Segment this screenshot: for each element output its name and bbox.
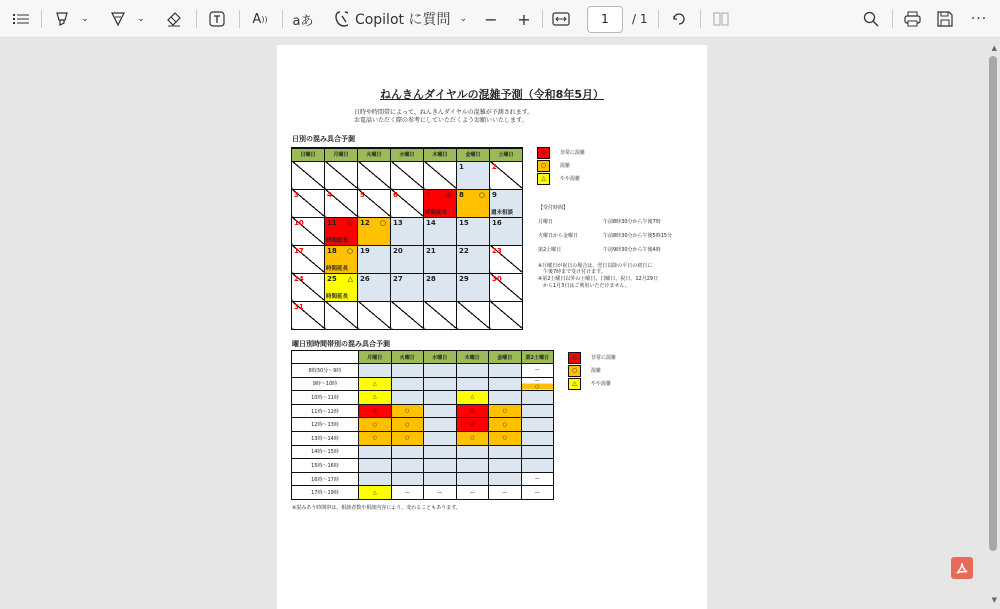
table-cell xyxy=(424,431,457,445)
pdf-toolbar xyxy=(0,0,1000,38)
scroll-down-icon[interactable]: ▼ xyxy=(991,596,997,604)
table-cell: — xyxy=(391,486,424,500)
column-header: 第2土曜日 xyxy=(521,351,554,364)
table-cell xyxy=(456,459,489,473)
row-label: 13時～14時 xyxy=(292,431,359,445)
table-cell xyxy=(391,472,424,486)
row-label: 9時～10時 xyxy=(292,377,359,391)
table-cell: — xyxy=(521,472,554,486)
adobe-pdf-icon[interactable] xyxy=(951,557,973,579)
scroll-up-icon[interactable]: ▲ xyxy=(991,44,997,52)
draw-icon[interactable] xyxy=(106,6,130,32)
chevron-down-icon[interactable]: ⌄ xyxy=(137,14,145,24)
table-cell: ○ xyxy=(391,418,424,432)
table-cell xyxy=(359,445,392,459)
fit-width-icon[interactable] xyxy=(550,6,572,32)
footnote: ※混みあう時間帯は、相談者数や相談内容により、変わることもあります。 xyxy=(292,505,461,511)
table-cell: ○ xyxy=(391,404,424,418)
calendar-cell: 1 xyxy=(457,161,490,189)
table-cell xyxy=(424,445,457,459)
zoom-in-icon[interactable]: + xyxy=(517,9,531,29)
hours-day: 月曜日 xyxy=(538,219,554,225)
row-label: 10時～11時 xyxy=(292,391,359,405)
remark-line: 午後7時まで受け付けます。 xyxy=(538,269,606,275)
table-cell xyxy=(456,377,489,391)
calendar-cell: 20 xyxy=(391,245,424,273)
legend-swatch: ◎ xyxy=(568,352,581,364)
calendar-note: 時間延長 xyxy=(425,209,448,216)
weekday-header: 土曜日 xyxy=(490,148,523,161)
legend-swatch: △ xyxy=(568,378,581,390)
zoom-out-icon[interactable]: − xyxy=(484,9,498,29)
document-title: ねんきんダイヤルの混雑予測（令和8年5月） xyxy=(380,88,604,101)
legend-swatch: ○ xyxy=(537,160,550,172)
calendar-cell: 31 xyxy=(292,301,325,329)
row-label: 14時～15時 xyxy=(292,445,359,459)
table-cell: ○ xyxy=(489,431,522,445)
table-cell xyxy=(521,404,554,418)
weekday-header: 木曜日 xyxy=(424,148,457,161)
calendar-cell: 11 ◎ 時間延長 xyxy=(325,217,358,245)
hours-time: 午前8時30分から午後7時 xyxy=(603,219,661,225)
calendar-cell xyxy=(358,161,391,189)
table-cell: △ xyxy=(359,391,392,405)
legend-label: やや混雑 xyxy=(591,381,612,387)
calendar-cell: 30 xyxy=(490,273,523,301)
remark-line: ※第2土曜日以外の土曜日、日曜日、祝日、12月29日 xyxy=(538,276,659,282)
table-cell: — ○ xyxy=(521,377,554,391)
table-cell xyxy=(521,391,554,405)
legend-hourly xyxy=(568,351,616,390)
table-cell xyxy=(391,391,424,405)
table-cell xyxy=(456,445,489,459)
rotate-icon[interactable] xyxy=(668,6,690,32)
calendar-cell xyxy=(490,301,523,329)
table-cell: ○ xyxy=(489,404,522,418)
table-row xyxy=(292,459,554,473)
weekday-header: 日曜日 xyxy=(292,148,325,161)
table-row xyxy=(292,404,554,418)
weekday-header: 水曜日 xyxy=(391,148,424,161)
table-row xyxy=(292,486,554,500)
table-row xyxy=(292,391,554,405)
calendar-cell: 18 ○ 時間延長 xyxy=(325,245,358,273)
table-cell xyxy=(359,472,392,486)
calendar-cell: 9 週末相談 xyxy=(490,189,523,217)
calendar-note: 時間延長 xyxy=(326,237,349,244)
calendar-cell xyxy=(292,161,325,189)
row-label: 11時～12時 xyxy=(292,404,359,418)
calendar-cell xyxy=(325,161,358,189)
legend-swatch: △ xyxy=(537,173,550,185)
calendar-cell: 6 xyxy=(391,189,424,217)
calendar-cell: 13 xyxy=(391,217,424,245)
intro-line-2: お電話いただく際の参考にしていただくようお願いいたします。 xyxy=(354,117,528,124)
hours-day: 火曜日から金曜日 xyxy=(538,233,579,239)
table-cell: ○ xyxy=(489,418,522,432)
section-title-daily: 日別の混み具合予測 xyxy=(292,135,355,143)
calendar-cell: 26 xyxy=(358,273,391,301)
calendar-cell xyxy=(424,161,457,189)
scrollbar-thumb[interactable] xyxy=(989,56,997,551)
calendar-cell xyxy=(424,301,457,329)
table-corner xyxy=(292,351,359,364)
row-label: 15時～16時 xyxy=(292,459,359,473)
row-label: 12時～13時 xyxy=(292,418,359,432)
table-cell: — xyxy=(456,486,489,500)
calendar-cell: 10 xyxy=(292,217,325,245)
row-label: 8時30分～9時 xyxy=(292,364,359,378)
contents-icon[interactable] xyxy=(8,6,34,32)
calendar-cell xyxy=(391,161,424,189)
copilot-button[interactable] xyxy=(333,6,467,32)
table-cell xyxy=(424,404,457,418)
table-cell: △ xyxy=(359,377,392,391)
legend-label: 混雑 xyxy=(560,163,571,169)
column-header: 火曜日 xyxy=(391,351,424,364)
table-cell xyxy=(391,445,424,459)
calendar-note: 週末相談 xyxy=(491,209,514,216)
table-row xyxy=(292,418,554,432)
copilot-label: Copilot に質問 xyxy=(354,12,451,28)
table-cell xyxy=(359,364,392,378)
table-cell xyxy=(424,391,457,405)
table-cell xyxy=(521,431,554,445)
table-cell xyxy=(359,459,392,473)
calendar-note: 時間延長 xyxy=(326,265,349,272)
legend-label: やや混雑 xyxy=(560,176,581,182)
calendar-cell: 22 xyxy=(457,245,490,273)
column-header: 金曜日 xyxy=(489,351,522,364)
table-cell xyxy=(391,459,424,473)
table-cell xyxy=(424,459,457,473)
read-aloud-icon[interactable]: A )) xyxy=(252,11,268,27)
print-icon[interactable] xyxy=(901,6,923,32)
calendar-cell: 5 xyxy=(358,189,391,217)
calendar-cell: 12 ○ xyxy=(358,217,391,245)
section-title-hourly: 曜日別時間帯別の混み具合予測 xyxy=(292,340,390,348)
table-cell xyxy=(521,459,554,473)
table-cell xyxy=(521,418,554,432)
table-cell xyxy=(456,472,489,486)
table-cell: ◎ xyxy=(359,404,392,418)
legend-label: 混雑 xyxy=(591,368,602,374)
calendar-cell: 29 xyxy=(457,273,490,301)
document-intro xyxy=(354,109,533,125)
chevron-down-icon: ⌄ xyxy=(459,14,467,24)
calendar-cell xyxy=(325,301,358,329)
hours-day: 第2土曜日 xyxy=(538,247,562,253)
more-options-icon[interactable]: ··· xyxy=(970,11,988,27)
daily-calendar xyxy=(291,147,523,330)
table-cell: ◎ xyxy=(456,404,489,418)
calendar-cell xyxy=(457,301,490,329)
legend-swatch: ○ xyxy=(568,365,581,377)
table-row xyxy=(292,431,554,445)
calendar-cell: 7 ◎ 時間延長 xyxy=(424,189,457,217)
table-cell: ○ xyxy=(359,431,392,445)
table-cell xyxy=(456,364,489,378)
table-cell xyxy=(424,472,457,486)
table-cell xyxy=(391,364,424,378)
table-cell: △ xyxy=(456,391,489,405)
page-total: / 1 xyxy=(632,12,648,26)
calendar-cell: 4 xyxy=(325,189,358,217)
legend-swatch: ◎ xyxy=(537,147,550,159)
calendar-cell: 25 △ 時間延長 xyxy=(325,273,358,301)
table-cell: — xyxy=(424,486,457,500)
table-cell: — xyxy=(521,364,554,378)
pdf-page xyxy=(277,45,707,609)
calendar-cell: 15 xyxy=(457,217,490,245)
table-cell: — xyxy=(489,486,522,500)
table-cell xyxy=(521,445,554,459)
calendar-cell: 27 xyxy=(391,273,424,301)
page-number-input[interactable]: 1 xyxy=(587,6,623,33)
calendar-cell xyxy=(358,301,391,329)
table-cell xyxy=(489,445,522,459)
table-cell: △ xyxy=(359,486,392,500)
text-box-icon[interactable] xyxy=(205,6,229,32)
calendar-note: 時間延長 xyxy=(326,293,349,300)
hours-title: 【受付時間】 xyxy=(538,205,569,211)
hourly-table xyxy=(291,350,554,500)
table-cell xyxy=(489,472,522,486)
calendar-cell: 19 xyxy=(358,245,391,273)
column-header: 月曜日 xyxy=(359,351,392,364)
calendar-cell: 28 xyxy=(424,273,457,301)
remark-line: から1月3日はご利用いただけません。 xyxy=(538,283,630,289)
column-header: 木曜日 xyxy=(456,351,489,364)
calendar-cell: 16 xyxy=(490,217,523,245)
calendar-cell: 23 xyxy=(490,245,523,273)
table-row xyxy=(292,472,554,486)
highlight-icon[interactable] xyxy=(50,6,74,32)
table-cell: ○ xyxy=(359,418,392,432)
save-icon[interactable] xyxy=(934,6,956,32)
table-cell: ○ xyxy=(456,431,489,445)
table-cell xyxy=(424,377,457,391)
chevron-down-icon[interactable]: ⌄ xyxy=(81,14,89,24)
weekday-header: 月曜日 xyxy=(325,148,358,161)
weekday-header: 金曜日 xyxy=(457,148,490,161)
table-cell xyxy=(489,377,522,391)
legend-daily xyxy=(537,146,585,185)
table-cell xyxy=(424,364,457,378)
table-cell xyxy=(391,377,424,391)
table-cell xyxy=(489,391,522,405)
table-row xyxy=(292,364,554,378)
calendar-cell: 14 xyxy=(424,217,457,245)
remark-line: ※月曜日が祝日の場合は、翌日以降の平日の初日に xyxy=(538,263,653,269)
calendar-cell: 3 xyxy=(292,189,325,217)
calendar-cell: 24 xyxy=(292,273,325,301)
table-cell xyxy=(424,418,457,432)
hours-time: 午前8時30分から午後5時15分 xyxy=(603,233,673,239)
legend-label: 非常に混雑 xyxy=(591,355,617,361)
table-row xyxy=(292,445,554,459)
table-cell: ◎ xyxy=(456,418,489,432)
calendar-cell xyxy=(391,301,424,329)
row-label: 17時～19時 xyxy=(292,486,359,500)
calendar-cell: 2 xyxy=(490,161,523,189)
calendar-cell: 17 xyxy=(292,245,325,273)
hours-time: 午前9時30分から午後4時 xyxy=(603,247,661,253)
eraser-icon[interactable] xyxy=(162,6,186,32)
intro-line-1: 日時や時間帯によって、ねんきんダイヤルの混雑が予測されます。 xyxy=(354,109,534,116)
column-header: 水曜日 xyxy=(424,351,457,364)
calendar-cell: 8 ○ xyxy=(457,189,490,217)
table-cell: ○ xyxy=(391,431,424,445)
page-view-icon[interactable] xyxy=(710,6,732,32)
translate-icon[interactable]: aあ xyxy=(292,13,314,29)
search-icon[interactable] xyxy=(860,6,882,32)
table-cell xyxy=(489,364,522,378)
legend-label: 非常に混雑 xyxy=(560,150,586,156)
calendar-cell: 21 xyxy=(424,245,457,273)
table-cell xyxy=(489,459,522,473)
table-cell: — xyxy=(521,486,554,500)
weekday-header: 火曜日 xyxy=(358,148,391,161)
table-row xyxy=(292,377,554,391)
row-label: 16時～17時 xyxy=(292,472,359,486)
